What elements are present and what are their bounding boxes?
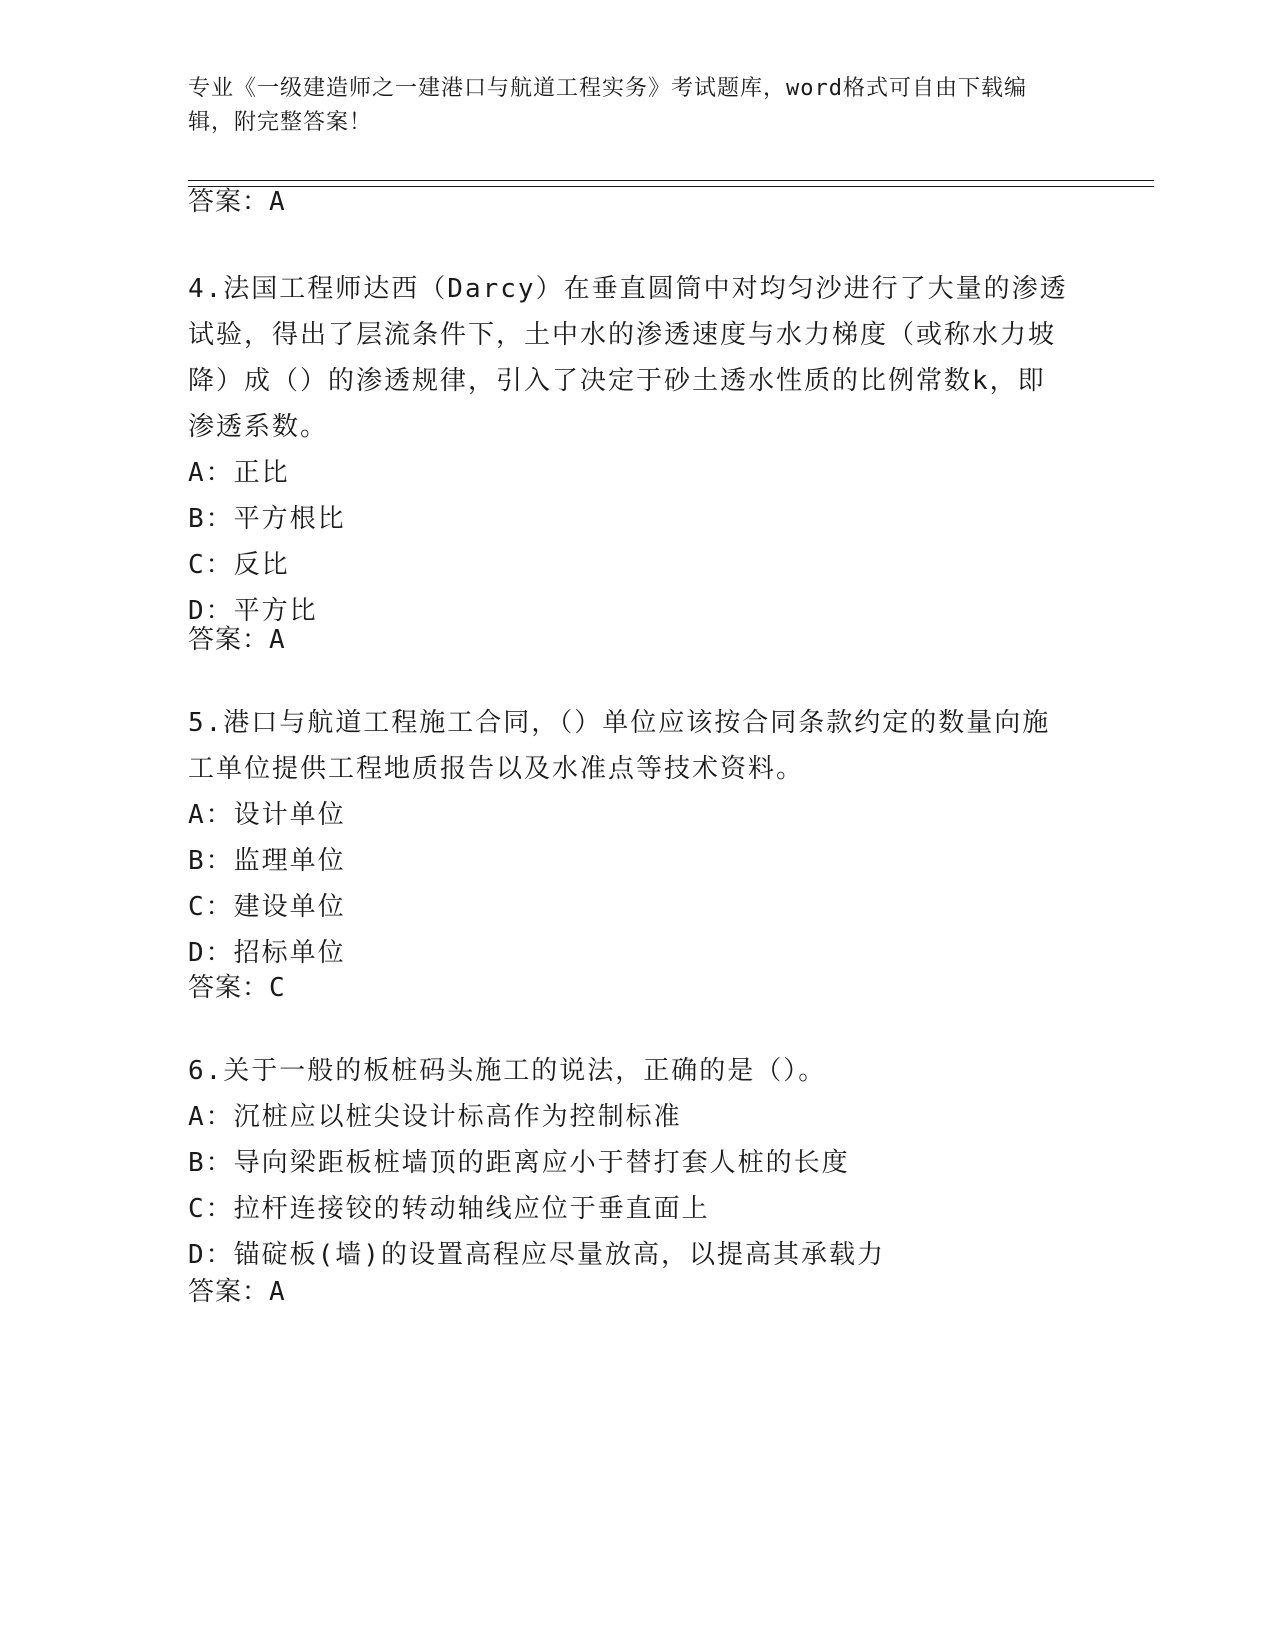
option-c: C：拉杆连接铰的转动轴线应位于垂直面上 <box>188 1194 710 1224</box>
answer-label: 答案： <box>188 187 270 217</box>
question-stem: 4.法国工程师达西（Darcy）在垂直圆筒中对均匀沙进行了大量的渗透试验，得出了层流条件下，土中水的渗透速度与水力梯度（或称水力坡降）成（）的渗透规律，引入了决定于砂土透水性质的比例常数k，即渗透系数。 <box>188 274 1068 442</box>
answer-value: A <box>269 187 286 217</box>
answer-value: A <box>269 625 286 655</box>
option-d: D：平方比 <box>188 596 318 626</box>
answer-value: C <box>269 973 286 1003</box>
option-a: A：正比 <box>188 458 290 488</box>
option-b: B：监理单位 <box>188 846 346 876</box>
option-c: C：建设单位 <box>188 892 346 922</box>
option-b: B：平方根比 <box>188 504 346 534</box>
question-4 <box>188 266 1068 634</box>
answer-line <box>188 1276 286 1308</box>
question-stem: 5.港口与航道工程施工合同，（）单位应该按合同条款约定的数量向施工单位提供工程地质报告以及水准点等技术资料。 <box>188 708 1051 784</box>
answer-line <box>188 972 286 1004</box>
answer-line <box>188 624 286 656</box>
document-header: 专业《一级建造师之一建港口与航道工程实务》考试题库，word格式可自由下载编辑，附完整答案！ <box>188 76 1027 135</box>
question-6 <box>188 1048 1068 1278</box>
answer-value: A <box>269 1277 286 1307</box>
header-divider <box>188 180 1154 187</box>
option-b: B：导向梁距板桩墙顶的距离应小于替打套人桩的长度 <box>188 1148 850 1178</box>
answer-label: 答案： <box>188 973 270 1003</box>
option-a: A：设计单位 <box>188 800 346 830</box>
answer-label: 答案： <box>188 625 270 655</box>
question-5 <box>188 700 1068 976</box>
question-stem: 6.关于一般的板桩码头施工的说法，正确的是（）。 <box>188 1056 827 1086</box>
option-d: D：锚碇板(墙)的设置高程应尽量放高，以提高其承载力 <box>188 1240 885 1270</box>
option-c: C：反比 <box>188 550 290 580</box>
answer-label: 答案： <box>188 1277 270 1307</box>
option-d: D：招标单位 <box>188 938 346 968</box>
option-a: A：沉桩应以桩尖设计标高作为控制标准 <box>188 1102 682 1132</box>
answer-line <box>188 186 286 218</box>
